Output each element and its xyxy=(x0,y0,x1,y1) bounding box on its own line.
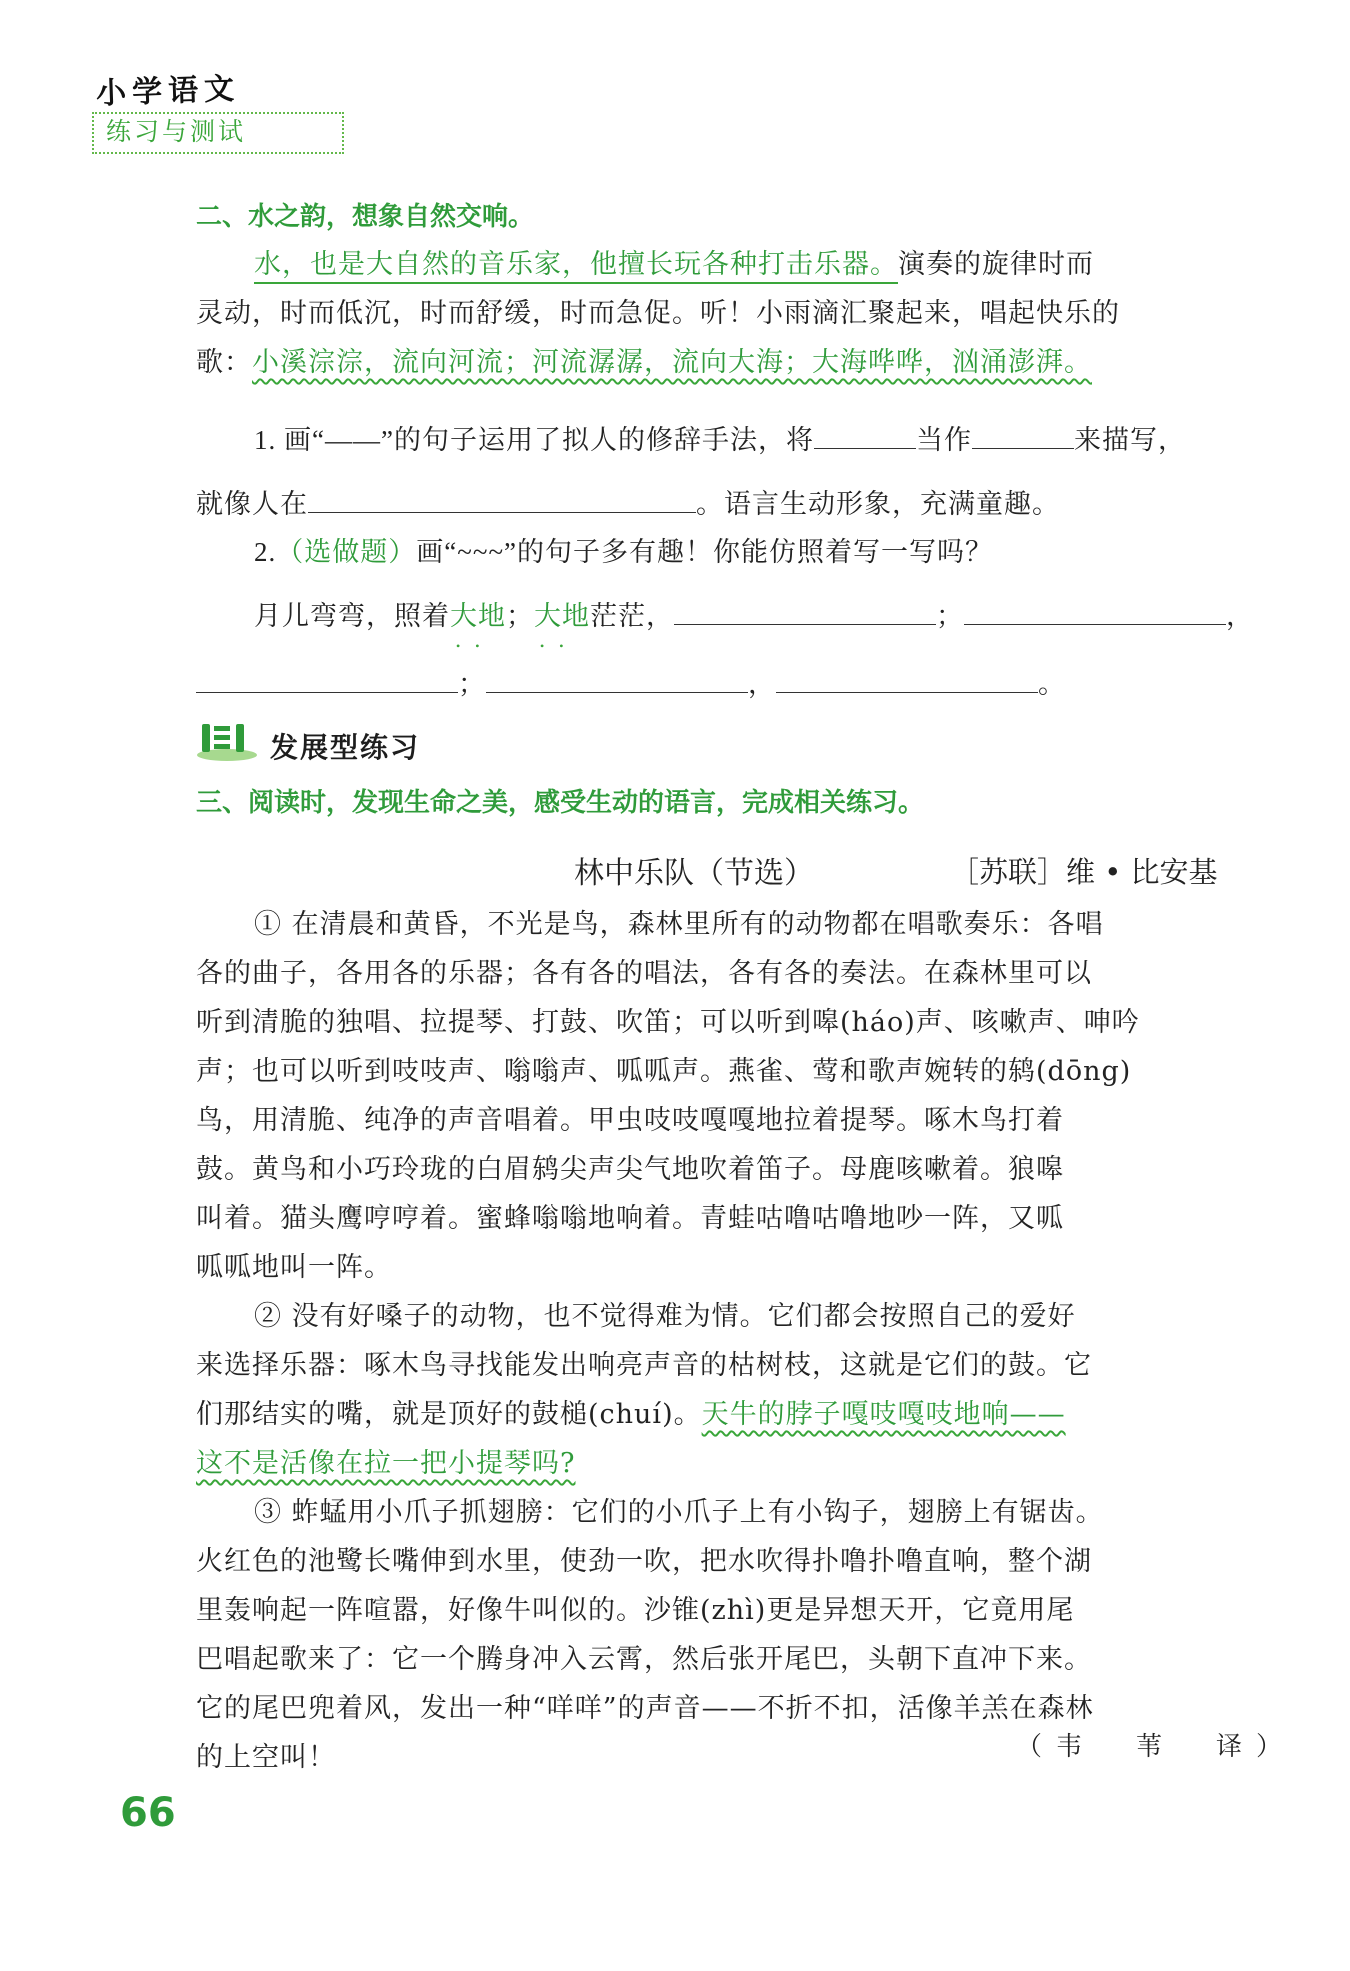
passage-author: ［苏联］维 • 比安基 xyxy=(950,855,1218,889)
text-span: 。语言生动形象，充满童趣。 xyxy=(696,489,1060,519)
text-span: 演奏的旋律时而 xyxy=(898,249,1094,280)
section2-line2: 灵动，时而低沉，时而舒缓，时而急促。听！小雨滴汇聚起来，唱起快乐的 xyxy=(196,298,1120,329)
wavy-underlined-sentence: 这不是活像在拉一把小提琴吗? xyxy=(196,1448,576,1479)
answer-blank[interactable] xyxy=(964,598,1226,625)
text-line: 各的曲子，各用各的乐器；各有各的唱法，各有各的奏法。在森林里可以 xyxy=(196,958,1092,989)
text-line: ③ 蚱蜢用小爪子抓翅膀：它们的小爪子上有小钩子，翅膀上有锯齿。 xyxy=(254,1497,1104,1528)
text-span: 月儿弯弯，照着 xyxy=(254,601,450,631)
wavy-underlined-sentence: 小溪淙淙，流向河流；河流潺潺，流向大海；大海哗哗，汹涌澎湃。 xyxy=(252,347,1092,378)
section2-heading: 二、水之韵，想象自然交响。 xyxy=(196,202,535,232)
text-span: ， xyxy=(748,669,776,699)
question-1-line2 xyxy=(196,480,1206,529)
text-line: 呱呱地叫一阵。 xyxy=(196,1252,392,1283)
text-line: 巴唱起歌来了：它一个腾身冲入云霄，然后张开尾巴，头朝下直冲下来。 xyxy=(196,1644,1092,1675)
optional-tag: （选做题） xyxy=(276,537,417,567)
dotted-word: 大地 • • xyxy=(450,592,506,641)
text-line: 里轰响起一阵喧嚣，好像牛叫似的。沙锥(zhì)更是异想天开，它竟用尾 xyxy=(196,1595,1075,1626)
text-line xyxy=(196,1439,1206,1488)
text-line: 它的尾巴兜着风，发出一种“咩咩”的声音——不折不扣，活像羊羔在森林 xyxy=(196,1693,1094,1724)
text-line: 听到清脆的独唱、拉提琴、打鼓、吹笛；可以听到嗥(háo)声、咳嗽声、呻吟 xyxy=(196,1007,1140,1038)
passage-title: 林中乐队（节选） xyxy=(574,856,814,891)
section2-line3 xyxy=(196,338,1206,387)
answer-blank[interactable] xyxy=(972,422,1074,449)
text-span: ； xyxy=(506,601,534,631)
text-line: 鼓。黄鸟和小巧玲珑的白眉鸫尖声尖气地吹着笛子。母鹿咳嗽着。狼嗥 xyxy=(196,1154,1064,1185)
text-line: 的上空叫！ xyxy=(196,1742,336,1773)
book-title: 小学语文 xyxy=(95,71,241,112)
dotted-word: 大地 • • xyxy=(534,592,590,641)
example-line2 xyxy=(196,660,1206,709)
text-line: 鸟，用清脆、纯净的声音唱着。甲虫吱吱嘎嘎地拉着提琴。啄木鸟打着 xyxy=(196,1105,1064,1136)
text-span: 歌： xyxy=(196,347,252,378)
answer-blank[interactable] xyxy=(486,666,748,693)
translator-credit: （韦 苇 译） xyxy=(1016,1732,1297,1762)
section2-line1 xyxy=(196,240,1206,289)
answer-blank[interactable] xyxy=(814,422,916,449)
text-line: ② 没有好嗓子的动物，也不觉得难为情。它们都会按照自己的爱好 xyxy=(254,1301,1076,1332)
text-line: 来选择乐器：啄木鸟寻找能发出响亮声音的枯树枝，这就是它们的鼓。它 xyxy=(196,1350,1092,1381)
answer-blank[interactable] xyxy=(776,666,1038,693)
book-subtitle: 练习与测试 xyxy=(92,112,344,154)
section3-heading: 三、阅读时，发现生命之美，感受生动的语言，完成相关练习。 xyxy=(196,788,925,818)
text-span: 2. xyxy=(254,537,277,567)
text-span: 茫茫， xyxy=(590,601,674,631)
straight-underlined-sentence: 水，也是大自然的音乐家，他擅长玩各种打击乐器。 xyxy=(254,249,898,284)
text-line: 叫着。猫头鹰哼哼着。蜜蜂嗡嗡地响着。青蛙咕噜咕噜地吵一阵，又呱 xyxy=(196,1203,1064,1234)
practice-label: 发展型练习 xyxy=(270,731,421,764)
text-span: 当作 xyxy=(915,425,972,455)
text-span: 们那结实的嘴，就是顶好的鼓槌(chuí)。 xyxy=(196,1399,702,1430)
text-span: 画“~~~”的句子多有趣！你能仿照着写一写吗？ xyxy=(416,537,994,567)
text-span: ； xyxy=(458,669,486,699)
answer-blank[interactable] xyxy=(308,486,696,513)
page-number: 66 xyxy=(120,1790,176,1836)
example-line xyxy=(196,592,1254,641)
text-span: 来描写， xyxy=(1073,425,1186,455)
text-span: ， xyxy=(1226,601,1254,631)
text-line: 声；也可以听到吱吱声、嗡嗡声、呱呱声。燕雀、莺和歌声婉转的鸫(dōng) xyxy=(196,1056,1132,1087)
text-line: ① 在清晨和黄昏，不光是鸟，森林里所有的动物都在唱歌奏乐：各唱 xyxy=(254,909,1104,940)
answer-blank[interactable] xyxy=(674,598,936,625)
question-2 xyxy=(196,528,1206,577)
text-span: 1. 画“——”的句子运用了拟人的修辞手法，将 xyxy=(254,425,814,455)
text-span: ； xyxy=(936,601,964,631)
text-span: 。 xyxy=(1038,669,1066,699)
text-span: 就像人在 xyxy=(196,489,308,519)
text-line: 火红色的池鹭长嘴伸到水里，使劲一吹，把水吹得扑噜扑噜直响，整个湖 xyxy=(196,1546,1092,1577)
answer-blank[interactable] xyxy=(196,666,458,693)
text-line xyxy=(196,1390,1206,1439)
question-1 xyxy=(196,416,1206,465)
wavy-underlined-sentence: 天牛的脖子嘎吱嘎吱地响—— xyxy=(701,1399,1066,1430)
book-icon xyxy=(196,720,258,762)
